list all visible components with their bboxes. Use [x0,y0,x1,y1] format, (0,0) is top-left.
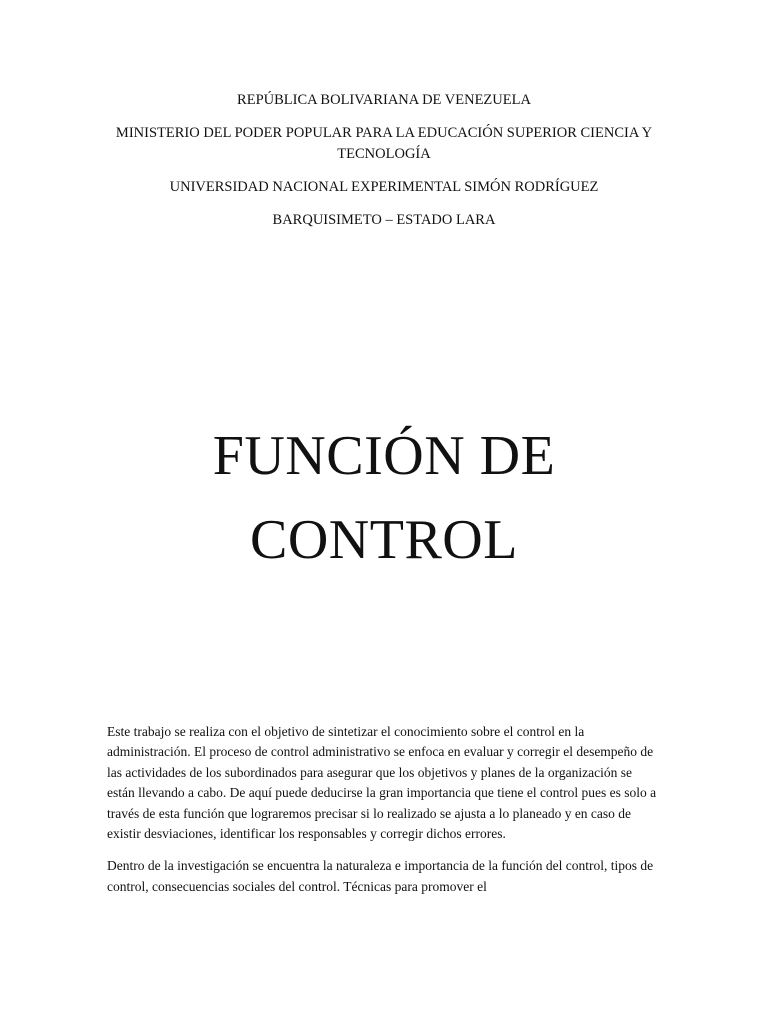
document-title [84,414,684,582]
title-line-1: FUNCIÓN DE [212,425,556,487]
title-line-2: CONTROL [250,509,518,571]
location-line: BARQUISIMETO – ESTADO LARA [272,212,496,228]
university-line: UNIVERSIDAD NACIONAL EXPERIMENTAL SIMÓN RODRÍGUEZ [169,179,599,195]
ministry-line: MINISTERIO DEL PODER POPULAR PARA LA EDUCACIÓN SUPERIOR CIENCIA Y TECNOLOGÍA [115,125,653,162]
paragraph-1: Este trabajo se realiza con el objetivo de sintetizar el conocimiento sobre el control en la administración. El proceso de control administrativo se enfoca en evaluar y corregir el desempeño de las actividades de los subordinados para asegurar que los objetivos y planes de la organización se están llevando a cabo. De aquí puede deducirse la gran importancia que tiene el control pues es solo a través de esta función que lograremos precisar si lo realizado se ajusta a lo planeado y en caso de existir desviaciones, identificar los responsables y corregir dichos errores. [107,724,657,842]
country-line: REPÚBLICA BOLIVARIANA DE VENEZUELA [237,92,531,108]
introduction-text [107,722,663,909]
institution-header [100,90,668,243]
paragraph-2: Dentro de la investigación se encuentra la naturaleza e importancia de la función del control, tipos de control, consecuencias sociales del control. Técnicas para promover el [107,858,654,894]
